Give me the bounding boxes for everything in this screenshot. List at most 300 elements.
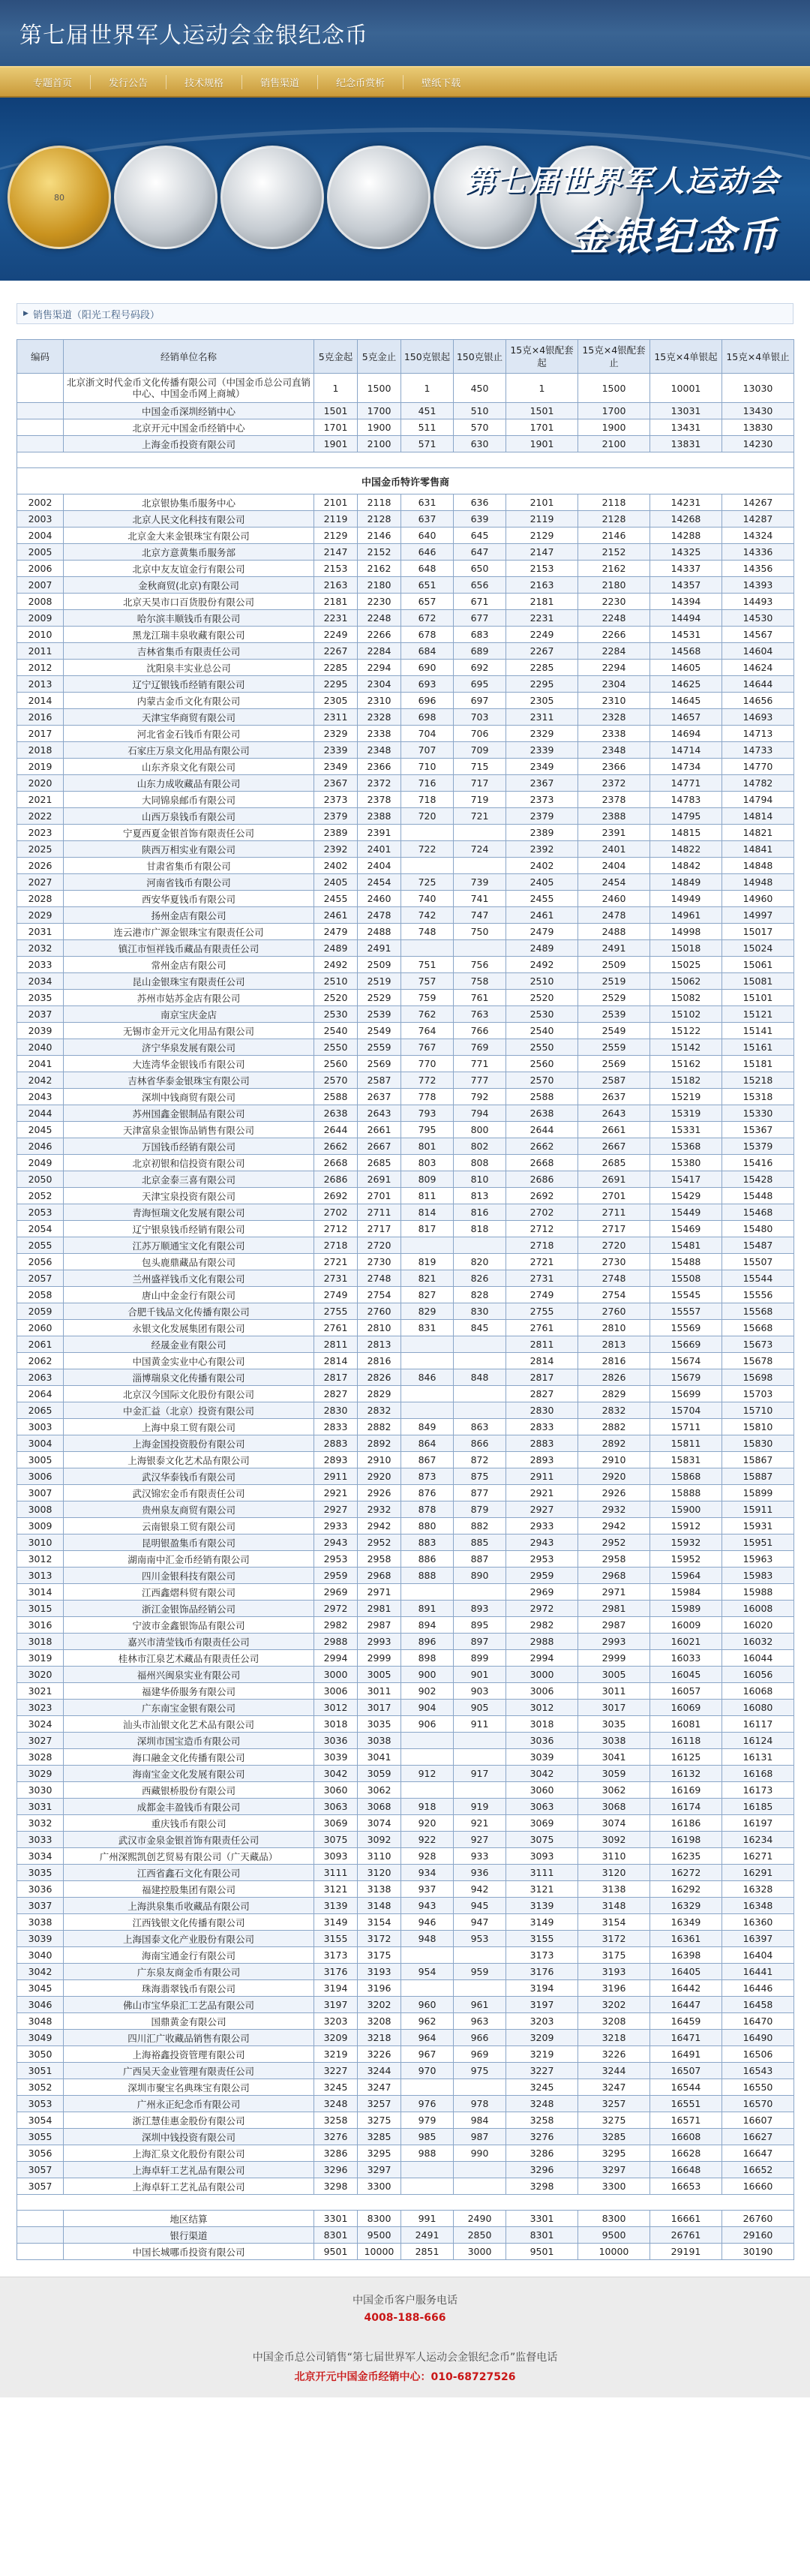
number-cell: 802: [454, 1138, 506, 1155]
number-cell: 3060: [314, 1782, 358, 1799]
number-cell: 747: [454, 907, 506, 924]
column-header: 15克×4银配套起: [506, 340, 578, 374]
number-cell: 2295: [314, 676, 358, 693]
number-cell: 3244: [578, 2063, 650, 2079]
footer: [0, 2277, 810, 2397]
code-cell: 3042: [17, 1964, 64, 1980]
number-cell: 16118: [650, 1733, 722, 1749]
table-row: [17, 1138, 794, 1155]
dealer-name-cell: 哈尔滨丰顺钱币有限公司: [64, 610, 314, 627]
number-cell: 10000: [578, 2244, 650, 2260]
nav-item-1[interactable]: 发行公告: [91, 75, 166, 89]
number-cell: 16348: [722, 1898, 794, 1914]
table-row: [17, 940, 794, 957]
number-cell: 16404: [722, 1947, 794, 1964]
number-cell: 14624: [722, 660, 794, 676]
number-cell: 2981: [358, 1601, 401, 1617]
code-cell: 2062: [17, 1353, 64, 1369]
number-cell: 1: [401, 374, 454, 403]
number-cell: 1500: [358, 374, 401, 403]
main-content: [0, 281, 810, 2260]
number-cell: 2404: [578, 858, 650, 874]
number-cell: 2971: [358, 1584, 401, 1601]
table-row: [17, 1204, 794, 1221]
number-cell: 990: [454, 2145, 506, 2162]
number-cell: 14733: [722, 742, 794, 759]
number-cell: 2644: [506, 1122, 578, 1138]
number-cell: 2492: [314, 957, 358, 973]
code-cell: 2017: [17, 726, 64, 742]
number-cell: 2958: [358, 1551, 401, 1568]
number-cell: 14822: [650, 841, 722, 858]
table-row: [17, 1303, 794, 1320]
dealer-name-cell: 西安华夏钱币有限公司: [64, 891, 314, 907]
number-cell: 26760: [722, 2211, 794, 2227]
number-cell: 2892: [358, 1435, 401, 1452]
table-row: [17, 1435, 794, 1452]
number-cell: 2691: [358, 1171, 401, 1188]
table-row: [17, 374, 794, 403]
number-cell: 13831: [650, 436, 722, 452]
number-cell: 885: [454, 1534, 506, 1551]
number-cell: 3154: [358, 1914, 401, 1931]
dealer-name-cell: 兰州盛祥钱币文化有限公司: [64, 1270, 314, 1287]
code-cell: 3051: [17, 2063, 64, 2079]
number-cell: 3042: [506, 1766, 578, 1782]
number-cell: 3035: [358, 1716, 401, 1733]
dealer-name-cell: 广东南宝金银有限公司: [64, 1700, 314, 1716]
table-row: [17, 2178, 794, 2195]
number-cell: 2830: [506, 1402, 578, 1419]
number-cell: 14287: [722, 511, 794, 528]
nav-item-5[interactable]: 壁纸下载: [422, 77, 461, 89]
number-cell: 817: [401, 1221, 454, 1237]
number-cell: 2405: [314, 874, 358, 891]
number-cell: 2100: [578, 436, 650, 452]
number-cell: 2549: [358, 1023, 401, 1039]
dealer-name-cell: 宁夏西夏金银首饰有限责任公司: [64, 825, 314, 841]
code-cell: 2053: [17, 1204, 64, 1221]
number-cell: 3006: [506, 1683, 578, 1700]
code-cell: 2008: [17, 594, 64, 610]
number-cell: 3175: [578, 1947, 650, 1964]
number-cell: 2638: [314, 1105, 358, 1122]
number-cell: 29160: [722, 2227, 794, 2244]
number-cell: 16124: [722, 1733, 794, 1749]
code-cell: 2044: [17, 1105, 64, 1122]
code-cell: 2023: [17, 825, 64, 841]
number-cell: 2540: [314, 1023, 358, 1039]
number-cell: 821: [401, 1270, 454, 1287]
dealer-name-cell: 重庆钱币有限公司: [64, 1815, 314, 1832]
number-cell: 2372: [358, 775, 401, 792]
number-cell: 3203: [506, 2013, 578, 2030]
number-cell: 3012: [314, 1700, 358, 1716]
number-cell: 2491: [358, 940, 401, 957]
number-cell: 2311: [506, 709, 578, 726]
number-cell: [454, 940, 506, 957]
number-cell: 2162: [358, 561, 401, 577]
code-cell: 3055: [17, 2129, 64, 2145]
number-cell: 3011: [578, 1683, 650, 1700]
number-cell: 717: [454, 775, 506, 792]
number-cell: 2372: [578, 775, 650, 792]
supervise-text: 中国金币总公司销售“第七届世界军人运动会金银纪念币”监督电话: [252, 2352, 558, 2364]
number-cell: 3298: [506, 2178, 578, 2195]
table-row: [17, 419, 794, 436]
number-cell: 2942: [358, 1518, 401, 1534]
code-cell: 2029: [17, 907, 64, 924]
number-cell: 2754: [578, 1287, 650, 1303]
number-cell: 961: [454, 1997, 506, 2013]
number-cell: 863: [454, 1419, 506, 1435]
spacer-row: [17, 2195, 794, 2211]
number-cell: [454, 1980, 506, 1997]
number-cell: 14605: [650, 660, 722, 676]
number-cell: 14393: [722, 577, 794, 594]
number-cell: 3018: [314, 1716, 358, 1733]
number-cell: 3111: [506, 1865, 578, 1881]
number-cell: 877: [454, 1485, 506, 1501]
number-cell: 16405: [650, 1964, 722, 1980]
number-cell: 1900: [578, 419, 650, 436]
number-cell: [454, 1237, 506, 1254]
dealer-name-cell: 四川金银科技有限公司: [64, 1568, 314, 1584]
number-cell: 2588: [506, 1089, 578, 1105]
banner: [0, 98, 810, 281]
number-cell: 571: [401, 436, 454, 452]
number-cell: 16033: [650, 1650, 722, 1667]
number-cell: 1700: [578, 403, 650, 419]
number-cell: 15964: [650, 1568, 722, 1584]
number-cell: 937: [401, 1881, 454, 1898]
number-cell: [454, 2162, 506, 2178]
number-cell: 2488: [358, 924, 401, 940]
number-cell: 14783: [650, 792, 722, 808]
number-cell: 2662: [506, 1138, 578, 1155]
number-cell: 2686: [506, 1171, 578, 1188]
dealer-name-cell: 昆山金银珠宝有限责任公司: [64, 973, 314, 990]
number-cell: 2701: [358, 1188, 401, 1204]
number-cell: 2366: [578, 759, 650, 775]
number-cell: 761: [454, 990, 506, 1006]
number-cell: 16446: [722, 1980, 794, 1997]
number-cell: 636: [454, 494, 506, 511]
number-cell: 15380: [650, 1155, 722, 1171]
number-cell: 2813: [578, 1336, 650, 1353]
number-cell: 2968: [358, 1568, 401, 1584]
number-cell: 2685: [578, 1155, 650, 1171]
number-cell: 14841: [722, 841, 794, 858]
number-cell: 14644: [722, 676, 794, 693]
number-cell: 9500: [578, 2227, 650, 2244]
number-cell: 1900: [358, 419, 401, 436]
column-header: 编码: [17, 340, 64, 374]
number-cell: 2755: [314, 1303, 358, 1320]
number-cell: 2389: [506, 825, 578, 841]
number-cell: 16069: [650, 1700, 722, 1716]
code-cell: 2011: [17, 643, 64, 660]
number-cell: 819: [401, 1254, 454, 1270]
number-cell: [454, 858, 506, 874]
number-cell: 2711: [578, 1204, 650, 1221]
number-cell: 15379: [722, 1138, 794, 1155]
dealer-name-cell: 中国黄金实业中心有限公司: [64, 1353, 314, 1369]
dealer-name-cell: 汕头市汕银文化艺术品有限公司: [64, 1716, 314, 1733]
code-cell: 2061: [17, 1336, 64, 1353]
number-cell: 15931: [722, 1518, 794, 1534]
nav-item-4[interactable]: 纪念币赏析: [318, 75, 404, 89]
number-cell: 3075: [506, 1832, 578, 1848]
number-cell: 2560: [506, 1056, 578, 1072]
number-cell: 816: [454, 1204, 506, 1221]
nav-item-2[interactable]: 技术规格: [166, 75, 242, 89]
number-cell: 794: [454, 1105, 506, 1122]
number-cell: 2294: [578, 660, 650, 676]
table-row: [17, 1931, 794, 1947]
number-cell: 3074: [578, 1815, 650, 1832]
table-row: [17, 759, 794, 775]
table-row: [17, 1501, 794, 1518]
number-cell: 15428: [722, 1171, 794, 1188]
number-cell: 14394: [650, 594, 722, 610]
number-cell: 3202: [358, 1997, 401, 2013]
number-cell: 14849: [650, 874, 722, 891]
number-cell: 14625: [650, 676, 722, 693]
number-cell: 2933: [506, 1518, 578, 1534]
table-row: [17, 2063, 794, 2079]
number-cell: 2981: [578, 1601, 650, 1617]
nav-item-0[interactable]: 专题首页: [15, 75, 91, 89]
table-row: [17, 1568, 794, 1584]
number-cell: 16020: [722, 1617, 794, 1634]
code-cell: 2019: [17, 759, 64, 775]
table-row: [17, 1650, 794, 1667]
number-cell: 897: [454, 1634, 506, 1650]
number-cell: 2559: [358, 1039, 401, 1056]
code-cell: 3003: [17, 1419, 64, 1435]
number-cell: 15952: [650, 1551, 722, 1568]
number-cell: 15900: [650, 1501, 722, 1518]
number-cell: 3038: [578, 1733, 650, 1749]
number-cell: 2539: [578, 1006, 650, 1023]
number-cell: 947: [454, 1914, 506, 1931]
dealer-name-cell: 大同锦泉邮币有限公司: [64, 792, 314, 808]
dealer-name-cell: 江西鑫熠科贸有限公司: [64, 1584, 314, 1601]
number-cell: 15989: [650, 1601, 722, 1617]
number-cell: 2958: [578, 1551, 650, 1568]
number-cell: 639: [454, 511, 506, 528]
number-cell: [401, 1336, 454, 1353]
number-cell: 2926: [578, 1485, 650, 1501]
number-cell: 15417: [650, 1171, 722, 1188]
number-cell: 15911: [722, 1501, 794, 1518]
number-cell: 2932: [578, 1501, 650, 1518]
number-cell: 14324: [722, 528, 794, 544]
number-cell: 2643: [578, 1105, 650, 1122]
number-cell: 3039: [314, 1749, 358, 1766]
number-cell: 1501: [506, 403, 578, 419]
number-cell: 2491: [401, 2227, 454, 2244]
number-cell: 677: [454, 610, 506, 627]
table-row: [17, 1237, 794, 1254]
number-cell: 15429: [650, 1188, 722, 1204]
number-cell: 2550: [506, 1039, 578, 1056]
number-cell: 3068: [578, 1799, 650, 1815]
number-cell: 2310: [578, 693, 650, 709]
code-cell: 3018: [17, 1634, 64, 1650]
number-cell: 719: [454, 792, 506, 808]
number-cell: 903: [454, 1683, 506, 1700]
table-row: [17, 1254, 794, 1270]
supervise-number: 北京开元中国金币经销中心：010-68727526: [294, 2371, 516, 2383]
number-cell: 2338: [358, 726, 401, 742]
code-cell: [17, 419, 64, 436]
number-cell: 3110: [358, 1848, 401, 1865]
number-cell: 2118: [358, 494, 401, 511]
number-cell: 2129: [506, 528, 578, 544]
table-row: [17, 858, 794, 874]
table-row: [17, 2096, 794, 2112]
number-cell: 2588: [314, 1089, 358, 1105]
number-cell: 3000: [506, 1667, 578, 1683]
number-cell: 3172: [578, 1931, 650, 1947]
code-cell: [17, 2227, 64, 2244]
number-cell: [401, 1237, 454, 1254]
number-cell: 827: [401, 1287, 454, 1303]
number-cell: 3172: [358, 1931, 401, 1947]
number-cell: 15951: [722, 1534, 794, 1551]
number-cell: 14842: [650, 858, 722, 874]
number-cell: 15018: [650, 940, 722, 957]
number-cell: 3149: [506, 1914, 578, 1931]
number-cell: 3296: [314, 2162, 358, 2178]
number-cell: 15710: [722, 1402, 794, 1419]
code-cell: 2013: [17, 676, 64, 693]
table-row: [17, 1898, 794, 1914]
table-row: [17, 1964, 794, 1980]
number-cell: 3258: [506, 2112, 578, 2129]
number-cell: 918: [401, 1799, 454, 1815]
code-cell: 3045: [17, 1980, 64, 1997]
number-cell: 15488: [650, 1254, 722, 1270]
number-cell: 15061: [722, 957, 794, 973]
number-cell: 16647: [722, 2145, 794, 2162]
table-row: [17, 494, 794, 511]
code-cell: 3054: [17, 2112, 64, 2129]
number-cell: 2328: [358, 709, 401, 726]
number-cell: 849: [401, 1419, 454, 1435]
number-cell: 678: [401, 627, 454, 643]
number-cell: 2829: [578, 1386, 650, 1402]
number-cell: 767: [401, 1039, 454, 1056]
number-cell: 683: [454, 627, 506, 643]
number-cell: 895: [454, 1617, 506, 1634]
table-row: [17, 1320, 794, 1336]
code-cell: 2064: [17, 1386, 64, 1402]
number-cell: 2492: [506, 957, 578, 973]
table-row: [17, 990, 794, 1006]
number-cell: [454, 1336, 506, 1353]
number-cell: 2559: [578, 1039, 650, 1056]
number-cell: [454, 2079, 506, 2096]
number-cell: 2373: [314, 792, 358, 808]
number-cell: 2520: [506, 990, 578, 1006]
number-cell: 16441: [722, 1964, 794, 1980]
number-cell: 13030: [722, 374, 794, 403]
number-cell: 2816: [358, 1353, 401, 1369]
nav-item-3[interactable]: 销售渠道: [242, 75, 318, 89]
number-cell: 2230: [358, 594, 401, 610]
number-cell: 943: [401, 1898, 454, 1914]
table-row: [17, 2079, 794, 2096]
number-cell: 2638: [506, 1105, 578, 1122]
number-cell: 3194: [314, 1980, 358, 1997]
code-cell: 2042: [17, 1072, 64, 1089]
dealer-name-cell: 河南省钱币有限公司: [64, 874, 314, 891]
number-cell: 15182: [650, 1072, 722, 1089]
number-cell: 15557: [650, 1303, 722, 1320]
number-cell: 2509: [578, 957, 650, 973]
number-cell: 13431: [650, 419, 722, 436]
number-cell: 2231: [506, 610, 578, 627]
number-cell: 3227: [314, 2063, 358, 2079]
number-cell: 2717: [578, 1221, 650, 1237]
number-cell: 2405: [506, 874, 578, 891]
number-cell: 758: [454, 973, 506, 990]
number-cell: 684: [401, 643, 454, 660]
number-cell: 716: [401, 775, 454, 792]
code-cell: 2027: [17, 874, 64, 891]
code-cell: 3031: [17, 1799, 64, 1815]
code-cell: 3039: [17, 1931, 64, 1947]
number-cell: 872: [454, 1452, 506, 1468]
code-cell: 2025: [17, 841, 64, 858]
number-cell: 10000: [358, 2244, 401, 2260]
table-row: [17, 1865, 794, 1881]
number-cell: 984: [454, 2112, 506, 2129]
number-cell: [401, 1584, 454, 1601]
number-cell: 640: [401, 528, 454, 544]
number-cell: 2510: [314, 973, 358, 990]
number-cell: 14656: [722, 693, 794, 709]
number-cell: 15830: [722, 1435, 794, 1452]
number-cell: 3257: [358, 2096, 401, 2112]
number-cell: 818: [454, 1221, 506, 1237]
number-cell: 15704: [650, 1402, 722, 1419]
number-cell: 15678: [722, 1353, 794, 1369]
number-cell: 15867: [722, 1452, 794, 1468]
number-cell: 905: [454, 1700, 506, 1716]
number-cell: 3041: [578, 1749, 650, 1766]
dealer-name-cell: 武汉华泰钱币有限公司: [64, 1468, 314, 1485]
breadcrumb-text[interactable]: 销售渠道（阳光工程号码段）: [32, 309, 160, 321]
number-cell: 2128: [358, 511, 401, 528]
number-cell: 762: [401, 1006, 454, 1023]
number-cell: 698: [401, 709, 454, 726]
number-cell: 2479: [314, 924, 358, 940]
number-cell: 887: [454, 1551, 506, 1568]
number-cell: 2519: [358, 973, 401, 990]
number-cell: 927: [454, 1832, 506, 1848]
code-cell: 3021: [17, 1683, 64, 1700]
number-cell: 3301: [506, 2211, 578, 2227]
number-cell: 14821: [722, 825, 794, 841]
number-cell: 15082: [650, 990, 722, 1006]
code-cell: 3009: [17, 1518, 64, 1534]
number-cell: 3093: [506, 1848, 578, 1865]
table-row: [17, 2129, 794, 2145]
